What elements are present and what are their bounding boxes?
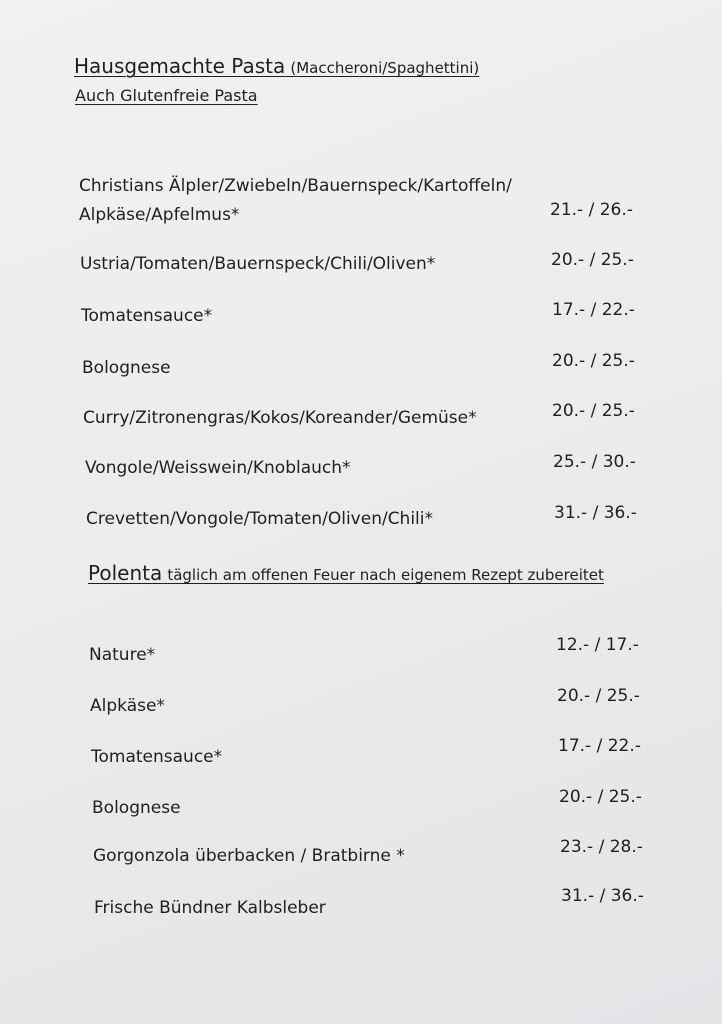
pasta-item-price: 20.- / 25.- xyxy=(552,401,635,421)
polenta-item-name: Tomatensauce* xyxy=(91,747,223,767)
pasta-title-note: (Maccheroni/Spaghettini) xyxy=(290,59,480,77)
polenta-item-name: Nature* xyxy=(89,645,156,665)
pasta-item-name xyxy=(79,172,512,230)
pasta-item-price: 25.- / 30.- xyxy=(553,452,636,472)
pasta-item-name: Curry/Zitronengras/Kokos/Koreander/Gemüse* xyxy=(83,408,477,428)
polenta-item-price: 20.- / 25.- xyxy=(557,686,640,706)
pasta-item-price: 20.- / 25.- xyxy=(551,250,634,270)
polenta-title-note: täglich am offenen Feuer nach eigenem Rezept zubereitet xyxy=(167,566,604,584)
pasta-item-name: Bolognese xyxy=(82,358,171,378)
pasta-item-name: Tomatensauce* xyxy=(81,306,213,326)
polenta-item-price: 31.- / 36.- xyxy=(561,886,644,906)
pasta-item-price: 31.- / 36.- xyxy=(554,503,637,523)
pasta-item-price: 21.- / 26.- xyxy=(550,200,633,220)
pasta-item-name: Ustria/Tomaten/Bauernspeck/Chili/Oliven* xyxy=(80,254,436,274)
pasta-subtitle: Auch Glutenfreie Pasta xyxy=(75,86,258,105)
polenta-item-price: 17.- / 22.- xyxy=(558,736,641,756)
pasta-item-price: 17.- / 22.- xyxy=(552,300,635,320)
pasta-title: Hausgemachte Pasta xyxy=(74,54,286,78)
polenta-item-price: 23.- / 28.- xyxy=(560,837,643,857)
pasta-item-name-line2: Alpkäse/Apfelmus* xyxy=(79,205,240,225)
pasta-heading xyxy=(74,54,479,78)
polenta-heading xyxy=(88,561,604,585)
polenta-item-name: Gorgonzola überbacken / Bratbirne * xyxy=(93,846,405,866)
pasta-item-name: Vongole/Weisswein/Knoblauch* xyxy=(85,458,351,478)
polenta-item-price: 12.- / 17.- xyxy=(556,635,639,655)
pasta-item-name: Crevetten/Vongole/Tomaten/Oliven/Chili* xyxy=(86,509,434,529)
polenta-item-name: Bolognese xyxy=(92,798,181,818)
polenta-title: Polenta xyxy=(88,561,163,585)
polenta-item-name: Frische Bündner Kalbsleber xyxy=(94,898,326,918)
pasta-item-price: 20.- / 25.- xyxy=(552,351,635,371)
polenta-item-name: Alpkäse* xyxy=(90,696,165,716)
pasta-item-name-line1: Christians Älpler/Zwiebeln/Bauernspeck/Kartoffeln/ xyxy=(79,176,512,196)
polenta-item-price: 20.- / 25.- xyxy=(559,787,642,807)
